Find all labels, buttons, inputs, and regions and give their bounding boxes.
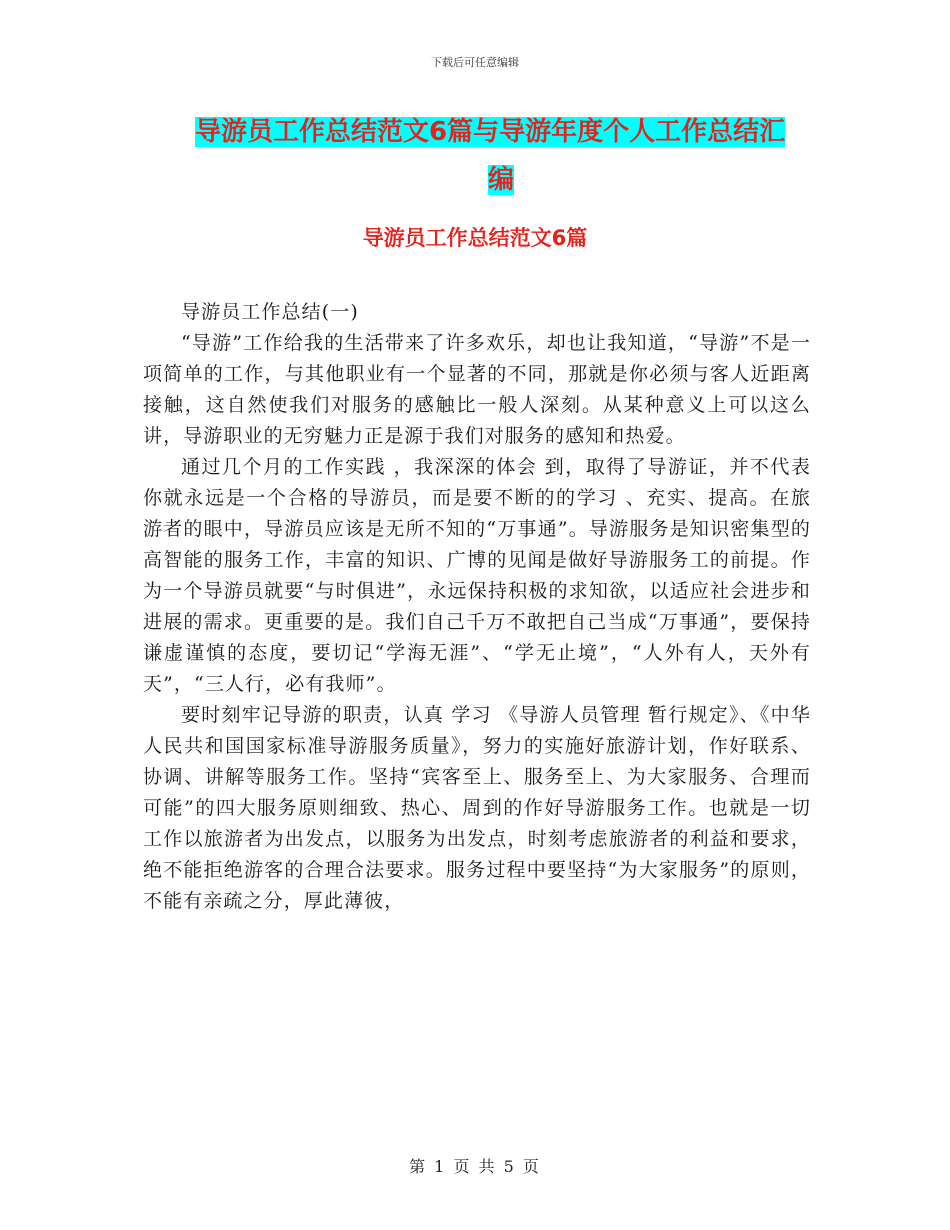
paragraph: “导游”工作给我的生活带来了许多欢乐，却也让我知道，“导游”不是一项简单的工作，与其他职业有一个显著的不同，那就是你必须与客人近距离接触，这自然使我们对服务的感触比一般人深刻。从某种意义上可以这么讲，导游职业的无穷魅力正是源于我们对服务的感知和热爱。	[143, 332, 811, 447]
subheading: 导游员工作总结(一)	[181, 301, 359, 323]
document-title	[195, 108, 807, 204]
section-title: 导游员工作总结范文6篇	[362, 226, 588, 250]
document-title-line-1: 导游员工作总结范文6篇与导游年度个人工作总结汇	[195, 117, 786, 147]
document-body	[143, 297, 811, 917]
document-title-line-2: 编	[487, 165, 514, 195]
page-header-note: 下载后可任意编辑	[431, 56, 519, 69]
paragraph: 通过几个月的工作实践 ，我深深的体会 到，取得了导游证，并不代表你就永远是一个合格的导游员，而是要不断的的学习 、充实、提高。在旅游者的眼中，导游员应该是无所不知的“万事通”。导游服务是知识密集型的高智能的服务工作，丰富的知识、广博的见闻是做好导游服务工的前提。作为一个导游员就要“与时俱进”，永远保持积极的求知欲，以适应社会进步和进展的需求。更重要的是。我们自己千万不敢把自己当成“万事通”，要保持谦虚谨慎的态度，要切记“学海无涯”、“学无止境”，“人外有人，天外有天”，“三人行，必有我师”。	[143, 456, 811, 695]
page-number-footer: 第 1 页 共 5 页	[409, 1157, 541, 1176]
paragraph: 要时刻牢记导游的职责，认真 学习 《导游人员管理 暂行规定》、《中华人民共和国国家标准导游服务质量》，努力的实施好旅游计划，作好联系、协调、讲解等服务工作。坚持“宾客至上、服务至上、为大家服务、合理而可能”的四大服务原则细致、热心、周到的作好导游服务工作。也就是一切工作以旅游者为出发点，以服务为出发点，时刻考虑旅游者的利益和要求，绝不能拒绝游客的合理合法要求。服务过程中要坚持“为大家服务”的原则，不能有亲疏之分，厚此薄彼，	[143, 704, 811, 912]
